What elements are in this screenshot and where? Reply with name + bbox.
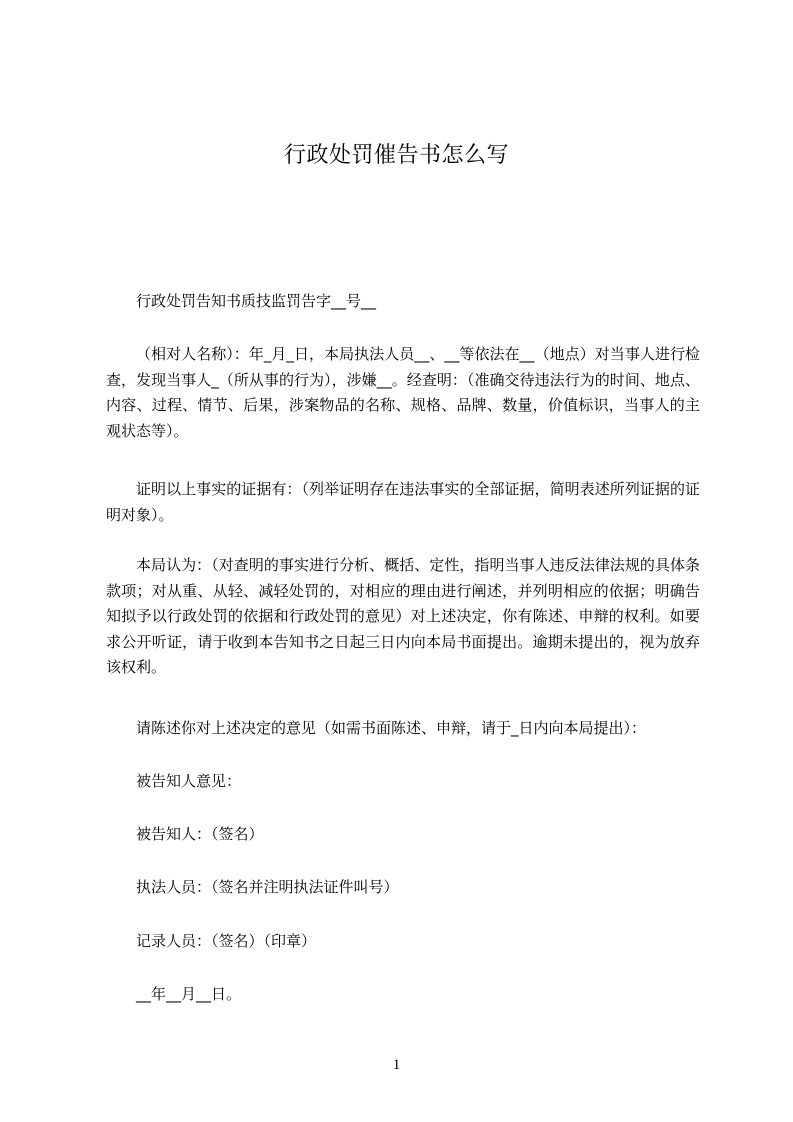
facts-paragraph: （相对人名称）：年_月_日，本局执法人员__、__等依法在__（地点）对当事人进行检查，发现当事人_（所从事的行为），涉嫌__。经查明：（准确交待违法行为的时间、地点、内容、过程、情节、后果，涉案物品的名称、规格、品牌、数量，价值标识，当事人的主观状态等）。 xyxy=(106,345,700,440)
bureau-opinion-paragraph: 本局认为：（对查明的事实进行分析、概括、定性，指明当事人违反法律法规的具体条款项；对从重、从轻、减轻处罚的，对相应的理由进行阐述，并列明相应的依据；明确告知拟予以行政处罚的依据和行政处罚的意见）对上述决定，你有陈述、申辩的权利。如要求公开听证，请于收到本告知书之日起三日内向本局书面提出。逾期未提出的，视为放弃该权利。 xyxy=(106,556,700,676)
enforcement-officer-line: 执法人员：（签名并注明执法证件叫号） xyxy=(136,878,399,896)
document-title: 行政处罚催告书怎么写 xyxy=(283,143,509,168)
recipient-opinion-line: 被告知人意见： xyxy=(136,772,242,790)
statement-request-line: 请陈述你对上述决定的意见（如需书面陈述、申辩，请于_日内向本局提出）： xyxy=(136,719,647,737)
date-line: __年__月__日。 xyxy=(136,985,242,1003)
evidence-paragraph: 证明以上事实的证据有：（列举证明存在违法事实的全部证据，简明表述所列证据的证明对象）。 xyxy=(106,480,700,524)
recipient-signature-line: 被告知人：（签名） xyxy=(136,825,264,843)
page-number: 1 xyxy=(392,1057,401,1073)
notice-number-line: 行政处罚告知书质技监罚告字__号__ xyxy=(136,292,377,310)
recorder-line: 记录人员：（签名）（印章） xyxy=(136,932,317,950)
